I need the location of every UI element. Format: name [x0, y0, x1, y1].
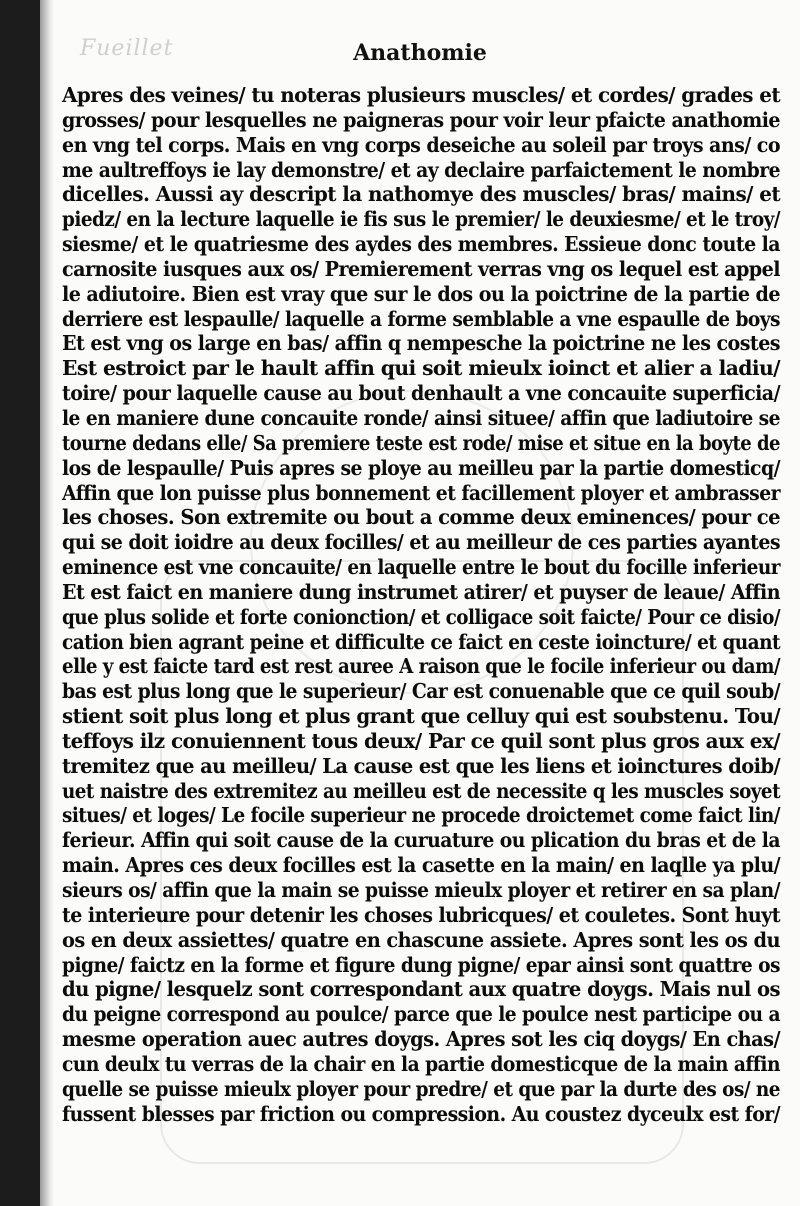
- text-line: quelle se puisse mieulx ployer pour predre/ et que par la durte des os/ ne: [62, 1076, 780, 1101]
- text-line: elle y est faicte tard est rest auree A raison que le focile inferieur ou dam/: [62, 654, 780, 679]
- text-line: les choses. Son extremite ou bout a comme deux eminences/ pour ce: [62, 505, 780, 530]
- text-line: derriere est lespaulle/ laquelle a forme semblable a vne espaulle de boys: [62, 306, 780, 331]
- text-line: os en deux assiettes/ quatre en chascune assiete. Apres sont les os du: [62, 927, 780, 952]
- text-line: en vng tel corps. Mais en vng corps deseiche au soleil par troys ans/ co: [62, 132, 780, 157]
- body-text: [62, 83, 782, 1126]
- book-page: [40, 0, 800, 1206]
- text-line: los de lespaulle/ Puis apres se ploye au meilleu par la partie domesticq/: [62, 455, 780, 480]
- text-line: pigne/ faictz en la forme et figure dung pigne/ epar ainsi sont quattre os: [62, 952, 780, 977]
- text-line: mesme operation auec autres doygs. Apres sot les ciq doygs/ En chas/: [62, 1027, 780, 1052]
- text-line: grosses/ pour lesquelles ne paigneras pour voir leur pfaicte anathomie: [62, 107, 780, 132]
- text-line: teffoys ilz conuiennent tous deux/ Par ce quil sont plus gros aux ex/: [62, 728, 780, 753]
- text-line: que plus solide et forte conionction/ et colligace soit faicte/ Pour ce disio/: [62, 604, 780, 629]
- text-line: Apres des veines/ tu noteras plusieurs muscles/ et cordes/ grades et: [62, 83, 780, 107]
- text-line: uet naistre des extremitez au meilleu est de necessite q les muscles soyet: [62, 778, 780, 803]
- text-line: te interieure pour detenir les choses lubricques/ et couletes. Sont huyt: [62, 902, 780, 927]
- text-line: le en maniere dune concauite ronde/ ainsi situee/ affin que ladiutoire se: [62, 405, 780, 430]
- text-line: stient soit plus long et plus grant que celluy qui est soubstenu. Tou/: [62, 704, 780, 729]
- text-line: piedz/ en la lecture laquelle ie fis sus le premier/ le deuxiesme/ et le troy/: [62, 207, 780, 232]
- text-line: eminence est vne concauite/ en laquelle entre le bout du focille inferieur: [62, 555, 780, 580]
- text-line: carnosite iusques aux os/ Premierement verras vng os lequel est appel: [62, 256, 780, 281]
- text-line: du pigne/ lesquelz sont correspondant aux quatre doygs. Mais nul os: [62, 977, 780, 1002]
- text-line: fussent blesses par friction ou compression. Au coustez dyceulx est for/: [62, 1101, 780, 1126]
- text-line: main. Apres ces deux focilles est la casette en la main/ en laqlle ya plu/: [62, 853, 780, 878]
- text-line: bas est plus long que le superieur/ Car est conuenable que ce quil soub/: [62, 679, 780, 704]
- text-line: ferieur. Affin qui soit cause de la curuature ou plication du bras et de la: [62, 828, 780, 853]
- text-line: situes/ et loges/ Le focile superieur ne procede droictemet come faict lin/: [62, 803, 780, 828]
- text-line: dicelles. Aussi ay descript la nathomye des muscles/ bras/ mains/ et: [62, 182, 780, 207]
- text-line: qui se doit ioidre au deux focilles/ et au meilleur de ces parties ayantes: [62, 530, 780, 555]
- text-line: le adiutoire. Bien est vray que sur le dos ou la poictrine de la partie de: [62, 281, 780, 306]
- text-line: cation bien agrant peine et difficulte ce faict en ceste ioincture/ et quant: [62, 629, 780, 654]
- text-line: cun deulx tu verras de la chair en la partie domesticque de la main affin: [62, 1051, 780, 1076]
- bleed-through-heading: Fueillet: [80, 36, 174, 61]
- text-line: toire/ pour laquelle cause au bout denhault a vne concauite superficia/: [62, 381, 780, 406]
- text-line: sieurs os/ affin que la main se puisse mieulx ployer et retirer en sa plan/: [62, 878, 780, 902]
- gutter-shadow: [40, 0, 54, 1206]
- text-line: Affin que lon puisse plus bonnement et facillement ployer et ambrasser: [62, 480, 780, 505]
- text-line: Et est vng os large en bas/ affin q nempesche la poictrine ne les costes: [62, 331, 780, 356]
- text-line: tremitez que au meilleu/ La cause est que les liens et ioinctures doib/: [62, 753, 780, 778]
- text-line: Et est faict en maniere dung instrumet atirer/ et puyser de leaue/ Affin: [62, 579, 780, 604]
- text-line: du peigne correspond au poulce/ parce que le poulce nest participe ou a: [62, 1002, 780, 1027]
- text-line: tourne dedans elle/ Sa premiere teste est rode/ mise et situe en la boyte de: [62, 430, 780, 455]
- text-line: siesme/ et le quatriesme des aydes des membres. Essieue donc toute la: [62, 232, 780, 257]
- text-line: Est estroict par le hault affin qui soit mieulx ioinct et alier a ladiu/: [62, 356, 780, 381]
- running-head: Anathomie: [353, 40, 487, 66]
- text-line: me aultreffoys ie lay demonstre/ et ay declaire parfaictement le nombre: [62, 157, 780, 182]
